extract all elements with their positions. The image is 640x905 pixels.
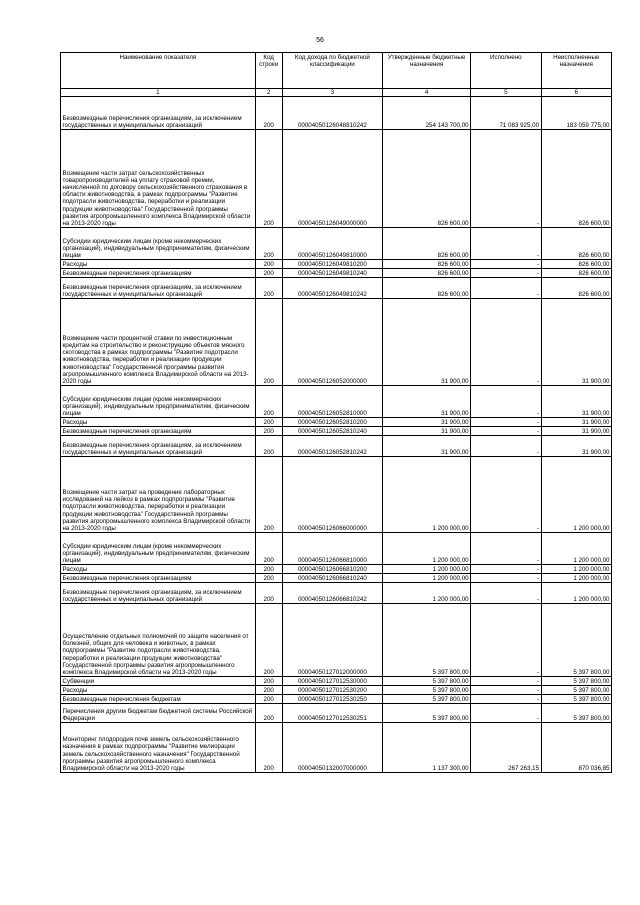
row-income-code: 00004050126052810240 <box>282 427 382 436</box>
row-name: Расходы <box>61 260 256 269</box>
row-executed: - <box>471 583 541 604</box>
table-row <box>61 583 612 604</box>
header-line-code: Код строки <box>255 53 282 89</box>
row-unexecuted: 1 200 000,00 <box>541 565 611 574</box>
row-approved: 1 200 000,00 <box>383 457 471 533</box>
row-name: Осуществление отдельных полномочий по защите населения от болезней, общих для человека и животных, в рамках подпрограммы "Развитие подотрасли животноводства, переработки и реализации продукции животноводства" Государственной программы развития агропромышленного комплекса Владимирской области на 2013-2020 годы <box>61 604 256 677</box>
header-income-code: Код дохода по бюджетной классификации <box>282 53 382 89</box>
table-row <box>61 269 612 278</box>
row-income-code: 00004050127012530000 <box>282 677 382 686</box>
row-income-code: 00004050127012000000 <box>282 604 382 677</box>
row-executed: - <box>471 269 541 278</box>
row-line-code: 200 <box>255 436 282 457</box>
row-executed: - <box>471 604 541 677</box>
row-approved: 254 143 700,00 <box>383 97 471 130</box>
row-income-code: 00004050126049810242 <box>282 278 382 299</box>
row-executed: - <box>471 574 541 583</box>
row-approved: 31 900,00 <box>383 299 471 386</box>
table-row <box>61 677 612 686</box>
row-executed: - <box>471 565 541 574</box>
header-approved: Утвержденные бюджетные назначения <box>383 53 471 89</box>
row-executed: - <box>471 457 541 533</box>
table-row <box>61 436 612 457</box>
page-number: 56 <box>316 37 324 44</box>
row-executed: 71 083 925,00 <box>471 97 541 130</box>
row-approved: 1 200 000,00 <box>383 565 471 574</box>
row-unexecuted: 31 900,00 <box>541 418 611 427</box>
row-approved: 5 397 800,00 <box>383 695 471 704</box>
header-executed: Исполнено <box>471 53 541 89</box>
row-unexecuted: 826 600,00 <box>541 278 611 299</box>
row-executed: - <box>471 695 541 704</box>
row-approved: 31 900,00 <box>383 427 471 436</box>
table-row <box>61 427 612 436</box>
row-unexecuted: 5 397 800,00 <box>541 677 611 686</box>
row-name: Перечисления другим бюджетам бюджетной системы Российской Федерации <box>61 704 256 723</box>
row-income-code: 00004050126052810242 <box>282 436 382 457</box>
row-unexecuted: 826 600,00 <box>541 269 611 278</box>
row-line-code: 200 <box>255 574 282 583</box>
row-name: Субсидии юридическим лицам (кроме некоммерческих организаций), индивидуальным предпринимателям, физическим лицам <box>61 386 256 418</box>
row-income-code: 00004050127012530250 <box>282 695 382 704</box>
row-approved: 5 397 800,00 <box>383 704 471 723</box>
row-unexecuted: 826 600,00 <box>541 260 611 269</box>
row-approved: 31 900,00 <box>383 436 471 457</box>
row-line-code: 200 <box>255 704 282 723</box>
row-unexecuted: 5 397 800,00 <box>541 695 611 704</box>
row-name: Безвозмездные перечисления организациям, за исключением государственных и муниципальных организаций <box>61 278 256 299</box>
row-executed: 267 263,15 <box>471 723 541 773</box>
row-unexecuted: 31 900,00 <box>541 436 611 457</box>
row-name: Безвозмездные перечисления организациям, за исключением государственных и муниципальных организаций <box>61 97 256 130</box>
table-row <box>61 686 612 695</box>
table-row <box>61 228 612 260</box>
row-approved: 1 200 000,00 <box>383 533 471 565</box>
row-line-code: 200 <box>255 533 282 565</box>
row-line-code: 200 <box>255 677 282 686</box>
row-name: Безвозмездные перечисления организациям <box>61 574 256 583</box>
row-executed: - <box>471 427 541 436</box>
row-income-code: 00004050127012530251 <box>282 704 382 723</box>
row-income-code: 00004050126052810200 <box>282 418 382 427</box>
row-name: Субсидии юридическим лицам (кроме некоммерческих организаций), индивидуальным предпринимателям, физическим лицам <box>61 533 256 565</box>
header-unexecuted: Неисполненные назначения <box>541 53 611 89</box>
row-income-code: 00004050126049810000 <box>282 228 382 260</box>
header-name: Наименование показателя <box>61 53 256 89</box>
row-approved: 5 397 800,00 <box>383 677 471 686</box>
table-row <box>61 565 612 574</box>
row-approved: 5 397 800,00 <box>383 686 471 695</box>
row-income-code: 00004050126066810200 <box>282 565 382 574</box>
row-line-code: 200 <box>255 130 282 228</box>
row-executed: - <box>471 436 541 457</box>
row-income-code: 00004050127012530200 <box>282 686 382 695</box>
row-unexecuted: 1 200 000,00 <box>541 533 611 565</box>
row-name: Безвозмездные перечисления организациям, за исключением государственных и муниципальных организаций <box>61 436 256 457</box>
column-number: 5 <box>471 89 541 97</box>
row-unexecuted: 1 200 000,00 <box>541 457 611 533</box>
row-line-code: 200 <box>255 695 282 704</box>
row-unexecuted: 5 397 800,00 <box>541 604 611 677</box>
row-name: Расходы <box>61 565 256 574</box>
row-executed: - <box>471 278 541 299</box>
row-income-code: 00004050126066810000 <box>282 533 382 565</box>
table-row <box>61 695 612 704</box>
row-executed: - <box>471 704 541 723</box>
row-unexecuted: 870 036,85 <box>541 723 611 773</box>
row-name: Безвозмездные перечисления бюджетам <box>61 695 256 704</box>
row-unexecuted: 183 059 775,00 <box>541 97 611 130</box>
row-unexecuted: 31 900,00 <box>541 386 611 418</box>
table-row <box>61 386 612 418</box>
table-row <box>61 278 612 299</box>
row-executed: - <box>471 533 541 565</box>
row-unexecuted: 31 900,00 <box>541 299 611 386</box>
row-executed: - <box>471 677 541 686</box>
row-income-code: 00004050126049810240 <box>282 269 382 278</box>
row-approved: 5 397 800,00 <box>383 604 471 677</box>
column-number: 1 <box>61 89 256 97</box>
row-income-code: 00004050126049000000 <box>282 130 382 228</box>
row-executed: - <box>471 228 541 260</box>
row-line-code: 200 <box>255 686 282 695</box>
row-approved: 826 600,00 <box>383 228 471 260</box>
column-number-row <box>61 89 612 97</box>
row-approved: 31 900,00 <box>383 386 471 418</box>
budget-report-table <box>60 52 612 773</box>
row-executed: - <box>471 386 541 418</box>
table-row <box>61 260 612 269</box>
row-income-code: 00004050126066000000 <box>282 457 382 533</box>
row-approved: 826 600,00 <box>383 269 471 278</box>
row-income-code: 00004050132007000000 <box>282 723 382 773</box>
row-approved: 31 900,00 <box>383 418 471 427</box>
row-executed: - <box>471 686 541 695</box>
row-income-code: 00004050126066810242 <box>282 583 382 604</box>
column-number: 6 <box>541 89 611 97</box>
table-row <box>61 604 612 677</box>
row-name: Возмещение части процентной ставки по инвестиционным кредитам на строительство и реконструкцию объектов мясного скотоводства в рамках подпрограммы "Развитие подотрасли животноводства, переработки и реализации продукции животноводства" Государственной программы развития агропромышленного комплекса Владимирской области на 2013-2020 годы <box>61 299 256 386</box>
row-executed: - <box>471 130 541 228</box>
table-row <box>61 299 612 386</box>
row-executed: - <box>471 299 541 386</box>
row-name: Расходы <box>61 686 256 695</box>
row-executed: - <box>471 418 541 427</box>
row-income-code: 00004050126048810242 <box>282 97 382 130</box>
row-line-code: 200 <box>255 565 282 574</box>
table-row <box>61 704 612 723</box>
row-line-code: 200 <box>255 269 282 278</box>
row-line-code: 200 <box>255 278 282 299</box>
row-name: Безвозмездные перечисления организациям <box>61 427 256 436</box>
row-approved: 826 600,00 <box>383 278 471 299</box>
row-approved: 826 600,00 <box>383 260 471 269</box>
row-name: Субвенции <box>61 677 256 686</box>
table-row <box>61 130 612 228</box>
row-line-code: 200 <box>255 427 282 436</box>
table-body <box>61 97 612 773</box>
row-income-code: 00004050126049810200 <box>282 260 382 269</box>
row-unexecuted: 31 900,00 <box>541 427 611 436</box>
row-income-code: 00004050126066810240 <box>282 574 382 583</box>
row-name: Расходы <box>61 418 256 427</box>
table-row <box>61 533 612 565</box>
row-name: Безвозмездные перечисления организациям <box>61 269 256 278</box>
row-name: Возмещение части затрат сельскохозяйственных товаропроизводителей на уплату страховой премии, начисленной по договору сельскохозяйственного страхования в области животноводства, в рамках подпрограммы "Развитие подотрасли животноводства, переработки и реализации продукции животноводства" Государственной программы развития агропромышленного комплекса Владимирской области на 2013-2020 годы <box>61 130 256 228</box>
row-unexecuted: 826 600,00 <box>541 130 611 228</box>
row-income-code: 00004050126052000000 <box>282 299 382 386</box>
column-number: 3 <box>282 89 382 97</box>
row-unexecuted: 5 397 800,00 <box>541 704 611 723</box>
table-header-row <box>61 53 612 89</box>
table-row <box>61 723 612 773</box>
row-approved: 826 600,00 <box>383 130 471 228</box>
row-income-code: 00004050126052810000 <box>282 386 382 418</box>
column-number: 2 <box>255 89 282 97</box>
row-line-code: 200 <box>255 386 282 418</box>
row-unexecuted: 1 200 000,00 <box>541 583 611 604</box>
row-unexecuted: 5 397 800,00 <box>541 686 611 695</box>
row-executed: - <box>471 260 541 269</box>
row-approved: 1 200 000,00 <box>383 574 471 583</box>
table-row <box>61 418 612 427</box>
column-number: 4 <box>383 89 471 97</box>
row-line-code: 200 <box>255 97 282 130</box>
row-name: Мониторинг плодородия почв земель сельскохозяйственного назначения в рамках подпрограммы "Развитие мелиорации земель сельскохозяйственного назначения" Государственной программы развития агропромышленного комплекса Владимирской области на 2013-2020 годы <box>61 723 256 773</box>
row-line-code: 200 <box>255 228 282 260</box>
row-line-code: 200 <box>255 604 282 677</box>
row-line-code: 200 <box>255 260 282 269</box>
table-row <box>61 97 612 130</box>
row-unexecuted: 1 200 000,00 <box>541 574 611 583</box>
row-name: Безвозмездные перечисления организациям, за исключением государственных и муниципальных организаций <box>61 583 256 604</box>
row-name: Возмещение части затрат на проведение лабораторных исследований на лейкоз в рамках подпрограммы "Развитие подотрасли животноводства, переработки и реализации продукции животноводства" Государственной программы развития агропромышленного комплекса Владимирской области на 2013-2020 годы <box>61 457 256 533</box>
row-line-code: 200 <box>255 457 282 533</box>
table-row <box>61 574 612 583</box>
row-line-code: 200 <box>255 299 282 386</box>
row-unexecuted: 826 600,00 <box>541 228 611 260</box>
row-approved: 1 200 000,00 <box>383 583 471 604</box>
row-line-code: 200 <box>255 723 282 773</box>
row-approved: 1 137 300,00 <box>383 723 471 773</box>
row-line-code: 200 <box>255 583 282 604</box>
table-row <box>61 457 612 533</box>
row-line-code: 200 <box>255 418 282 427</box>
row-name: Субсидии юридическим лицам (кроме некоммерческих организаций), индивидуальным предпринимателям, физическим лицам <box>61 228 256 260</box>
